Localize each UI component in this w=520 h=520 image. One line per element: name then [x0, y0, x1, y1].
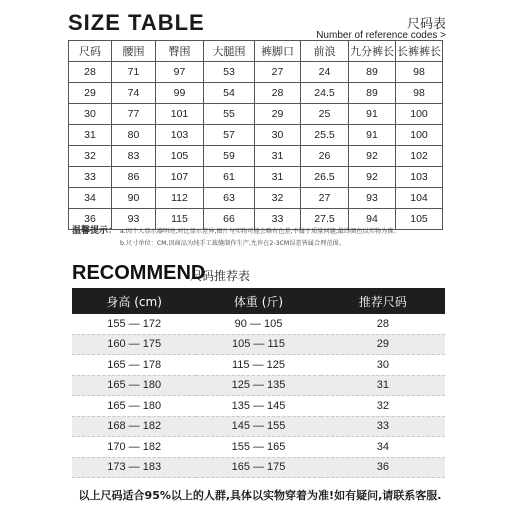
header-ninth-length: 九分裤长: [349, 41, 396, 62]
footer-note: 以上尺码适合95%以上的人群,具体以实物穿着为准!如有疑问,请联系客服.: [78, 489, 442, 502]
table-cell: 104: [396, 188, 443, 209]
table-cell: 25.5: [301, 125, 349, 146]
table-cell: 100: [396, 125, 443, 146]
table-cell: 98: [396, 83, 443, 104]
table-cell: 59: [204, 146, 255, 167]
header-thigh: 大腿围: [204, 41, 255, 62]
table-cell: 165 — 175: [196, 457, 320, 478]
table-cell: 115: [156, 209, 204, 230]
table-cell: 26: [301, 146, 349, 167]
table-cell: 32: [255, 188, 301, 209]
table-cell: 28: [69, 62, 112, 83]
tips-line-units: b.尺寸单位：CM,因商品为纯手工裁缝制作生产,允许在2-3CM误差皆属合理范围。: [120, 240, 345, 247]
table-cell: 165 — 178: [72, 355, 196, 376]
table-cell: 26.5: [301, 167, 349, 188]
table-cell: 115 — 125: [196, 355, 320, 376]
table-cell: 36: [69, 209, 112, 230]
table-cell: 155 — 172: [72, 314, 196, 334]
table-cell: 92: [349, 146, 396, 167]
table-cell: 155 — 165: [196, 437, 320, 458]
tips-label: 温馨提示：: [72, 226, 118, 236]
table-cell: 92: [349, 167, 396, 188]
table-row: [72, 457, 445, 478]
table-cell: 107: [156, 167, 204, 188]
size-table-title: SIZE TABLE: [68, 10, 205, 35]
table-row: [72, 314, 445, 334]
header-full-length: 长裤裤长: [396, 41, 443, 62]
header-front-rise: 前浪: [301, 41, 349, 62]
recommend-header-row: [72, 288, 445, 314]
table-cell: 170 — 182: [72, 437, 196, 458]
table-cell: 90 — 105: [196, 314, 320, 334]
table-cell: 83: [112, 146, 156, 167]
table-cell: 125 — 135: [196, 375, 320, 396]
table-cell: 32: [321, 396, 445, 417]
table-cell: 99: [156, 83, 204, 104]
table-cell: 27: [255, 62, 301, 83]
header-recommended-size: 推荐尺码: [321, 288, 445, 314]
table-cell: 86: [112, 167, 156, 188]
table-cell: 24: [301, 62, 349, 83]
table-cell: 103: [156, 125, 204, 146]
table-cell: 33: [255, 209, 301, 230]
table-row: [72, 396, 445, 417]
table-cell: 36: [321, 457, 445, 478]
table-cell: 89: [349, 62, 396, 83]
header-weight: 体重 (斤): [196, 288, 320, 314]
table-cell: 165 — 180: [72, 375, 196, 396]
table-cell: 29: [69, 83, 112, 104]
table-row: [69, 167, 443, 188]
table-cell: 91: [349, 104, 396, 125]
table-cell: 105: [156, 146, 204, 167]
table-cell: 33: [321, 416, 445, 437]
table-row: [69, 83, 443, 104]
table-cell: 34: [321, 437, 445, 458]
table-cell: 93: [112, 209, 156, 230]
table-cell: 29: [321, 334, 445, 355]
table-row: [69, 62, 443, 83]
header-height: 身高 (cm): [72, 288, 196, 314]
table-cell: 77: [112, 104, 156, 125]
table-cell: 25: [301, 104, 349, 125]
table-cell: 54: [204, 83, 255, 104]
table-cell: 55: [204, 104, 255, 125]
recommend-table: [72, 288, 445, 478]
table-cell: 165 — 180: [72, 396, 196, 417]
table-row: [72, 437, 445, 458]
table-row: [72, 375, 445, 396]
tips-line-color: a.因个人显示器明亮,对比显示差异,图片与实物可能会略有色差,不属于质量问题,最终颜色以实物为准。: [120, 228, 400, 235]
table-row: [69, 104, 443, 125]
table-cell: 74: [112, 83, 156, 104]
table-cell: 28: [255, 83, 301, 104]
header-size: 尺码: [69, 41, 112, 62]
recommend-subtitle: 尺码推荐表: [190, 269, 251, 283]
table-cell: 53: [204, 62, 255, 83]
table-cell: 31: [255, 167, 301, 188]
table-cell: 27: [301, 188, 349, 209]
table-cell: 34: [69, 188, 112, 209]
table-cell: 90: [112, 188, 156, 209]
table-cell: 105 — 115: [196, 334, 320, 355]
size-table: [68, 40, 443, 230]
table-cell: 100: [396, 104, 443, 125]
table-row: [72, 416, 445, 437]
table-cell: 66: [204, 209, 255, 230]
table-cell: 32: [69, 146, 112, 167]
table-cell: 31: [69, 125, 112, 146]
table-cell: 80: [112, 125, 156, 146]
header-leg-opening: 裤脚口: [255, 41, 301, 62]
table-cell: 57: [204, 125, 255, 146]
size-table-cn-label: 尺码表: [406, 17, 446, 32]
recommend-title: RECOMMEND: [72, 262, 206, 284]
table-cell: 135 — 145: [196, 396, 320, 417]
table-cell: 173 — 183: [72, 457, 196, 478]
table-cell: 89: [349, 83, 396, 104]
table-row: [69, 146, 443, 167]
table-cell: 30: [255, 125, 301, 146]
table-row: [72, 334, 445, 355]
table-cell: 31: [255, 146, 301, 167]
table-cell: 91: [349, 125, 396, 146]
table-cell: 28: [321, 314, 445, 334]
table-cell: 168 — 182: [72, 416, 196, 437]
table-cell: 145 — 155: [196, 416, 320, 437]
table-cell: 97: [156, 62, 204, 83]
table-cell: 93: [349, 188, 396, 209]
table-cell: 101: [156, 104, 204, 125]
table-cell: 24.5: [301, 83, 349, 104]
table-cell: 29: [255, 104, 301, 125]
table-cell: 30: [69, 104, 112, 125]
table-cell: 103: [396, 167, 443, 188]
table-cell: 94: [349, 209, 396, 230]
reference-codes-link[interactable]: Number of reference codes >: [316, 30, 446, 41]
table-cell: 63: [204, 188, 255, 209]
table-row: [72, 355, 445, 376]
table-row: [69, 125, 443, 146]
table-cell: 98: [396, 62, 443, 83]
table-cell: 105: [396, 209, 443, 230]
table-cell: 30: [321, 355, 445, 376]
table-cell: 102: [396, 146, 443, 167]
table-cell: 112: [156, 188, 204, 209]
table-cell: 27.5: [301, 209, 349, 230]
table-cell: 33: [69, 167, 112, 188]
size-table-header-row: [69, 41, 443, 62]
table-cell: 160 — 175: [72, 334, 196, 355]
header-waist: 腰围: [112, 41, 156, 62]
table-cell: 61: [204, 167, 255, 188]
table-row: [69, 188, 443, 209]
table-cell: 31: [321, 375, 445, 396]
header-hip: 臀围: [156, 41, 204, 62]
table-cell: 71: [112, 62, 156, 83]
